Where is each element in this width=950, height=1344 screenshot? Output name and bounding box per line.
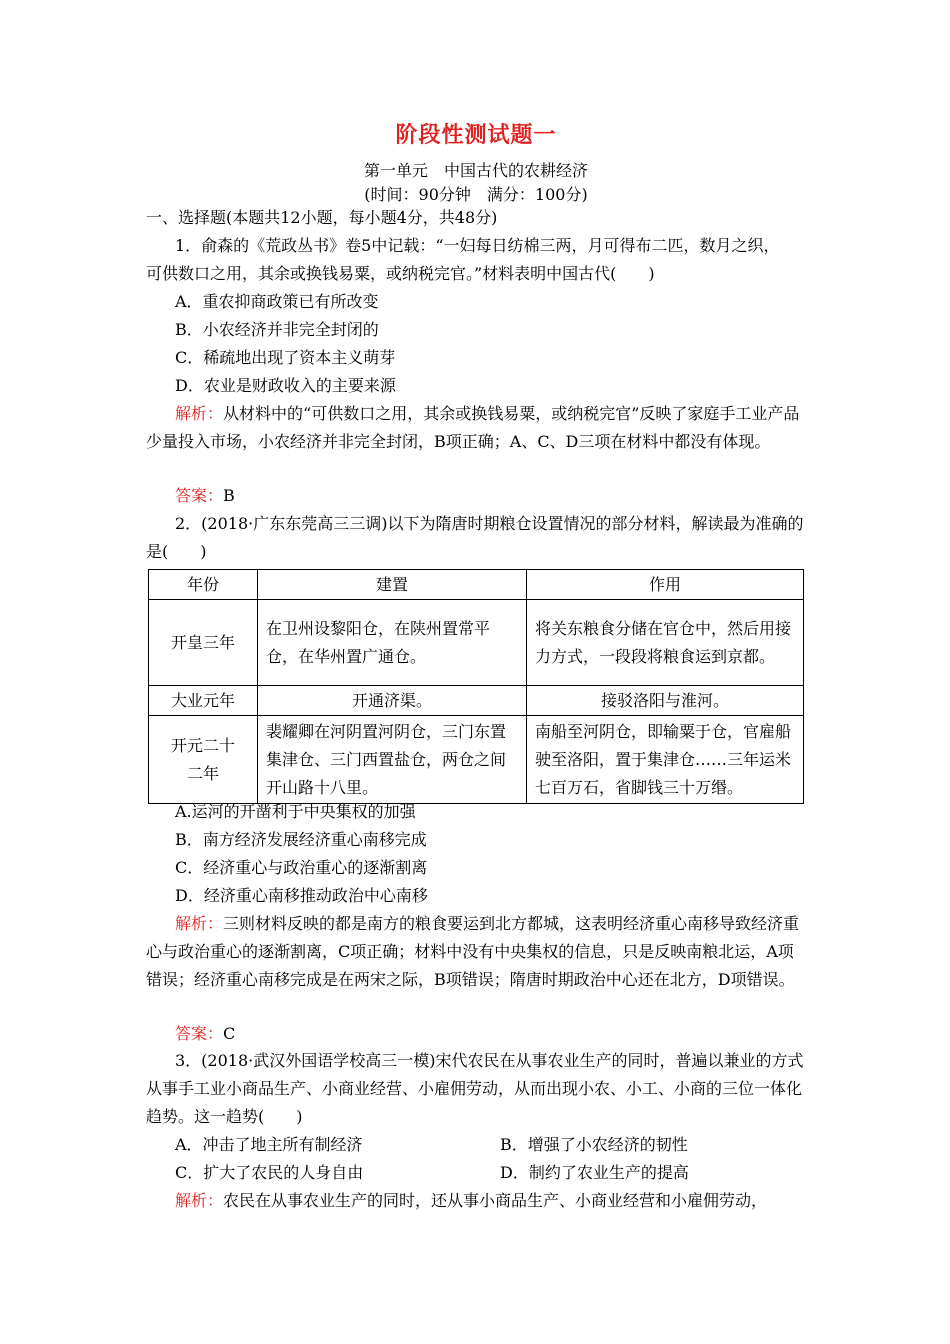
q2-option-b: B．南方经济发展经济重心南移完成: [175, 830, 427, 849]
table-header: 作用: [527, 570, 804, 600]
table-header: 年份: [149, 570, 258, 600]
q1-analysis: [146, 400, 808, 456]
q3-option-b: B．增强了小农经济的韧性: [500, 1135, 688, 1154]
table-header-row: [149, 570, 804, 600]
analysis-label: 解析：: [175, 404, 224, 423]
unit-subtitle: 第一单元 中国古代的农耕经济: [363, 161, 588, 180]
table-cell: 裴耀卿在河阴置河阴仓，三门东置集津仓、三门西置盐仓，两仓之间开山路十八里。: [258, 716, 527, 804]
table-header: 建置: [258, 570, 527, 600]
answer-label: 答案：: [175, 486, 224, 505]
granary-table: [148, 569, 804, 804]
q3-option-c: C．扩大了农民的人身自由: [175, 1163, 364, 1182]
q2-analysis: [146, 910, 808, 994]
answer-value: C: [223, 1024, 236, 1043]
analysis-text: 从材料中的“可供数口之用，其余或换钱易粟，或纳税完官”反映了家庭手工业产品少量投入市场，小农经济并非完全封闭，B项正确；A、C、D三项在材料中都没有体现。: [146, 404, 800, 451]
table-cell: 开通济渠。: [258, 686, 527, 716]
analysis-text: 农民在从事农业生产的同时，还从事小商品生产、小商业经营和小雇佣劳动，: [223, 1191, 768, 1210]
q2-option-d: D．经济重心南移推动政治中心南移: [175, 886, 428, 905]
q2-option-c: C．经济重心与政治重心的逐渐割离: [175, 858, 428, 877]
q1-option-a: A．重农抑商政策已有所改变: [175, 292, 379, 311]
table-cell: 接驳洛阳与淮河。: [527, 686, 804, 716]
analysis-label: 解析：: [175, 914, 224, 933]
analysis-text: 三则材料反映的都是南方的粮食要运到北方都城，这表明经济重心南移导致经济重心与政治重心的逐渐割离，C项正确；材料中没有中央集权的信息，只是反映南粮北运，A项错误；经济重心南移完成是在两宋之际，B项错误；隋唐时期政治中心还在北方，D项错误。: [146, 914, 800, 989]
table-row: [149, 716, 804, 804]
time-info: (时间：90分钟 满分：100分): [364, 185, 588, 204]
table-row: [149, 600, 804, 686]
q2-option-a: A.运河的开凿利于中央集权的加强: [175, 802, 416, 821]
q1-answer: [175, 482, 806, 510]
page-title: 阶段性测试题一: [395, 122, 557, 148]
q2-stem: 2．(2018·广东东莞高三三调)以下为隋唐时期粮仓设置情况的部分材料，解读最为准确的是( ): [146, 514, 804, 561]
q3-option-a: A．冲击了地主所有制经济: [175, 1135, 363, 1154]
table-cell: 开元二十二年: [149, 716, 258, 804]
section-heading: 一、选择题(本题共12小题，每小题4分，共48分): [146, 208, 498, 227]
answer-label: 答案：: [175, 1024, 224, 1043]
q1-stem-line1: 1．俞森的《荒政丛书》卷5中记载：“一妇每日纺棉三两，月可得布二匹，数月之织，: [175, 236, 780, 255]
table-row: [149, 686, 804, 716]
q3-option-d: D．制约了农业生产的提高: [500, 1163, 689, 1182]
q3-analysis: [146, 1187, 808, 1215]
table-cell: 开皇三年: [149, 600, 258, 686]
q1-option-c: C．稀疏地出现了资本主义萌芽: [175, 348, 396, 367]
q2-answer: [175, 1020, 806, 1048]
table-cell: 在卫州设黎阳仓，在陕州置常平仓，在华州置广通仓。: [258, 600, 527, 686]
q1-option-d: D．农业是财政收入的主要来源: [175, 376, 396, 395]
q1-option-b: B．小农经济并非完全封闭的: [175, 320, 379, 339]
table-cell: 大业元年: [149, 686, 258, 716]
q3-stem: 3．(2018·武汉外国语学校高三一模)宋代农民在从事农业生产的同时，普遍以兼业的方式从事手工业小商品生产、小商业经营、小雇佣劳动，从而出现小农、小工、小商的三位一体化趋势。这一趋势( ): [146, 1051, 804, 1126]
answer-value: B: [223, 486, 235, 505]
table-cell: 将关东粮食分储在官仓中，然后用接力方式，一段段将粮食运到京都。: [527, 600, 804, 686]
q1-stem-line2: 可供数口之用，其余或换钱易粟，或纳税完官。”材料表明中国古代( ): [146, 264, 655, 283]
analysis-label: 解析：: [175, 1191, 224, 1210]
table-cell: 南船至河阴仓，即输粟于仓，官雇船驶至洛阳，置于集津仓……三年运米七百万石，省脚钱三十万缗。: [527, 716, 804, 804]
